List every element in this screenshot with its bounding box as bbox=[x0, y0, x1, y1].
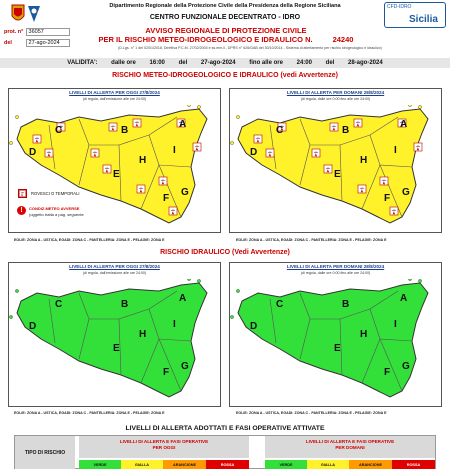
summary-title: LIVELLI DI ALLERTA ADOTTATI E FASI OPERATIVE ATTIVATE bbox=[125, 425, 325, 432]
zone-label-h: H bbox=[360, 329, 368, 340]
idraulico-today-title: LIVELLI DI ALLERTA PER OGGI 27/8/2024 bbox=[69, 264, 160, 269]
zone-label-d: D bbox=[29, 321, 37, 332]
logo-small-text: CFD-IDRO bbox=[387, 4, 412, 10]
island bbox=[408, 105, 411, 107]
prot-date: 27-ago-2024 bbox=[26, 39, 70, 47]
storm-icon bbox=[137, 185, 145, 193]
island bbox=[418, 105, 421, 108]
meteo-tomorrow-panel bbox=[229, 88, 442, 233]
logo-big-text: Sicilia bbox=[409, 14, 438, 25]
validity-from-time: 16:00 bbox=[149, 60, 165, 66]
island bbox=[418, 279, 421, 282]
avviso-line-2: PER IL RISCHIO METEO-IDROGEOLOGICO E IDRAULICO N. bbox=[98, 35, 313, 44]
tomorrow-level-rossa: ROSSA bbox=[392, 460, 435, 469]
island bbox=[236, 115, 239, 118]
validity-to-time: 24:00 bbox=[296, 60, 312, 66]
tomorrow-header-line-2: PER DOMANI bbox=[335, 445, 365, 450]
zone-label-c: C bbox=[55, 299, 63, 310]
storm-icon bbox=[266, 149, 274, 157]
avviso-title bbox=[96, 26, 356, 44]
meteo-today-title: LIVELLI DI ALLERTA PER OGGI 27/8/2024 bbox=[69, 90, 160, 95]
meteo-zones-today: EOLIE: ZONA A - USTICA, EGADI: ZONA C - PANTELLERIA: ZONA E - PELAGIE: ZONA E bbox=[14, 238, 165, 242]
validity-bar bbox=[0, 58, 450, 68]
zone-label-d: D bbox=[250, 321, 258, 332]
zone-label-f: F bbox=[384, 367, 391, 378]
storm-icon bbox=[254, 135, 262, 143]
avviso-number: 24240 bbox=[332, 35, 354, 44]
zone-label-c: C bbox=[276, 125, 284, 136]
zone-label-f: F bbox=[163, 193, 170, 204]
zone-label-a: A bbox=[179, 119, 187, 130]
zone-label-h: H bbox=[139, 155, 147, 166]
island bbox=[230, 315, 233, 318]
island bbox=[236, 289, 239, 292]
island bbox=[197, 279, 200, 282]
zone-label-i: I bbox=[394, 145, 397, 156]
storm-icon bbox=[193, 143, 201, 151]
idraulico-today-panel bbox=[8, 262, 221, 407]
zone-label-i: I bbox=[173, 145, 176, 156]
today-level-gialla: GIALLA bbox=[121, 460, 163, 469]
idraulico-tomorrow-subtitle: (di regola, dalle ore 0:00 fino alle ore 24:00) bbox=[300, 271, 371, 275]
today-header-line-1: LIVELLI DI ALLERTA E FASI OPERATIVE bbox=[119, 439, 209, 444]
tomorrow-header-line-1: LIVELLI DI ALLERTA E FASI OPERATIVE bbox=[305, 439, 395, 444]
prot-number: 36057 bbox=[26, 28, 70, 36]
island bbox=[187, 105, 190, 107]
island bbox=[9, 141, 12, 144]
island bbox=[408, 279, 411, 281]
zone-label-a: A bbox=[400, 119, 408, 130]
avviso-line-1: AVVISO REGIONALE DI PROTEZIONE CIVILE bbox=[145, 26, 307, 35]
storm-icon bbox=[33, 135, 41, 143]
meteo-today-subtitle: (di regola, dall'emissione alle ore 24:00) bbox=[82, 97, 147, 101]
zone-label-g: G bbox=[402, 361, 410, 372]
today-level-rossa: ROSSA bbox=[206, 460, 249, 469]
zone-label-d: D bbox=[29, 147, 37, 158]
storm-icon bbox=[414, 143, 422, 151]
centro-funzionale: CENTRO FUNZIONALE DECENTRATO - IDRO bbox=[149, 14, 301, 21]
zone-label-e: E bbox=[334, 343, 341, 354]
today-level-arancione: ARANCIONE bbox=[163, 460, 206, 469]
island bbox=[230, 141, 233, 144]
del-label: del bbox=[4, 40, 12, 46]
zone-label-b: B bbox=[121, 299, 129, 310]
storm-icon bbox=[91, 149, 99, 157]
sicily-map-meteo-tomorrow bbox=[230, 105, 441, 232]
zone-label-g: G bbox=[181, 187, 189, 198]
zone-label-b: B bbox=[121, 125, 129, 136]
idraulico-zones-today: EOLIE: ZONA A - USTICA, EGADI: ZONA C - PANTELLERIA: ZONA E - PELAGIE: ZONA E bbox=[14, 411, 165, 415]
validity-del-label: del bbox=[178, 60, 188, 66]
island bbox=[15, 289, 18, 292]
idraulico-section-title: RISCHIO IDRAULICO (Vedi Avvertenze) bbox=[160, 249, 290, 256]
zone-label-f: F bbox=[163, 367, 170, 378]
today-levels-header bbox=[79, 436, 249, 458]
summary-table bbox=[14, 435, 436, 469]
legend-storms-label: ROVESCI O TEMPORALI bbox=[31, 191, 80, 196]
meteo-section-title: RISCHIO METEO-IDROGEOLOGICO E IDRAULICO (vedi Avvertenze) bbox=[112, 72, 338, 79]
zone-label-e: E bbox=[334, 169, 341, 180]
idraulico-tomorrow-title: LIVELLI DI ALLERTA PER DOMANI 28/8/2024 bbox=[286, 264, 385, 269]
zone-label-b: B bbox=[342, 125, 350, 136]
zone-label-g: G bbox=[402, 187, 410, 198]
zone-label-g: G bbox=[181, 361, 189, 372]
warning-text: (oggetto tratta a pag. seguente bbox=[29, 212, 84, 217]
sicily-map-idraulico-tomorrow bbox=[230, 279, 441, 406]
header bbox=[0, 0, 450, 64]
zone-label-h: H bbox=[139, 329, 147, 340]
sicily-map-idraulico-today bbox=[9, 279, 220, 406]
cfd-idro-logo bbox=[384, 2, 446, 28]
zone-label-d: D bbox=[250, 147, 258, 158]
zone-label-e: E bbox=[113, 343, 120, 354]
protocol-block bbox=[4, 28, 70, 47]
storm-icon bbox=[380, 177, 388, 185]
island bbox=[9, 315, 12, 318]
zone-label-e: E bbox=[113, 169, 120, 180]
zone-label-b: B bbox=[342, 299, 350, 310]
storm-icon bbox=[390, 207, 398, 215]
legal-references: (D.Lgs. n° 1 del 02/01/2018, Direttiva P.C.M. 27/02/2004 e ss.mm.ii., DPRS n° 626/GAB del 30/10/2014 - Sistema di allertamento per rischio idrogeologico e idraulico) bbox=[118, 46, 382, 50]
tomorrow-level-verde: VERDE bbox=[265, 460, 307, 469]
idraulico-tomorrow-panel bbox=[229, 262, 442, 407]
today-header-line-2: PER OGGI bbox=[152, 445, 176, 450]
meteo-tomorrow-subtitle: (di regola, dalle ore 0:00 fino alle ore 24:00) bbox=[300, 97, 371, 101]
storm-icon bbox=[18, 189, 27, 198]
storm-icon bbox=[109, 123, 117, 131]
zone-label-c: C bbox=[55, 125, 63, 136]
zone-label-f: F bbox=[384, 193, 391, 204]
storm-icon bbox=[324, 165, 332, 173]
storm-icon bbox=[103, 165, 111, 173]
validity-from-label: dalle ore bbox=[111, 60, 136, 66]
tomorrow-level-arancione: ARANCIONE bbox=[349, 460, 392, 469]
tomorrow-levels-group bbox=[265, 436, 435, 469]
zone-label-a: A bbox=[179, 293, 187, 304]
prot-label: prot. n° bbox=[4, 29, 24, 35]
zone-label-h: H bbox=[360, 155, 368, 166]
tipo-rischio-header: TIPO DI RISCHIO bbox=[15, 436, 75, 469]
today-levels-group bbox=[79, 436, 249, 469]
storm-icon bbox=[358, 185, 366, 193]
validity-to-del-label: del bbox=[325, 60, 335, 66]
zone-label-i: I bbox=[394, 319, 397, 330]
idraulico-zones-tomorrow: EOLIE: ZONA A - USTICA, EGADI: ZONA C - PANTELLERIA: ZONA E - PELAGIE: ZONA E bbox=[236, 411, 387, 415]
validity-label: VALIDITA': bbox=[67, 60, 98, 66]
tomorrow-levels-header bbox=[265, 436, 435, 458]
warning-title: CONDIZ.METEO AVVERSE bbox=[29, 206, 80, 211]
island bbox=[197, 105, 200, 108]
storm-icon bbox=[169, 207, 177, 215]
idraulico-today-subtitle: (di regola, dall'emissione alle ore 24:00) bbox=[82, 271, 147, 275]
meteo-legend bbox=[18, 189, 80, 203]
zone-label-i: I bbox=[173, 319, 176, 330]
island bbox=[15, 115, 18, 118]
zone-label-c: C bbox=[276, 299, 284, 310]
island bbox=[187, 279, 190, 281]
today-level-verde: VERDE bbox=[79, 460, 121, 469]
meteo-zones-tomorrow: EOLIE: ZONA A - USTICA, EGADI: ZONA C - PANTELLERIA: ZONA E - PELAGIE: ZONA E bbox=[236, 238, 387, 242]
storm-icon bbox=[45, 149, 53, 157]
storm-icon bbox=[159, 177, 167, 185]
validity-to-date: 28-ago-2024 bbox=[348, 60, 383, 66]
validity-to-label: fino alle ore bbox=[249, 60, 283, 66]
alert-icon: ! bbox=[17, 206, 26, 215]
storm-icon bbox=[330, 123, 338, 131]
meteo-tomorrow-title: LIVELLI DI ALLERTA PER DOMANI 28/8/2024 bbox=[286, 90, 385, 95]
department-name: Dipartimento Regionale della Protezione Civile della Presidenza della Regione Siciliana bbox=[109, 3, 341, 9]
tomorrow-level-gialla: GIALLA bbox=[307, 460, 349, 469]
validity-from-date: 27-ago-2024 bbox=[200, 60, 236, 66]
zone-label-a: A bbox=[400, 293, 408, 304]
storm-icon bbox=[312, 149, 320, 157]
regione-sicilia-logo bbox=[6, 2, 46, 26]
storm-icon bbox=[354, 119, 362, 127]
storm-icon bbox=[133, 119, 141, 127]
